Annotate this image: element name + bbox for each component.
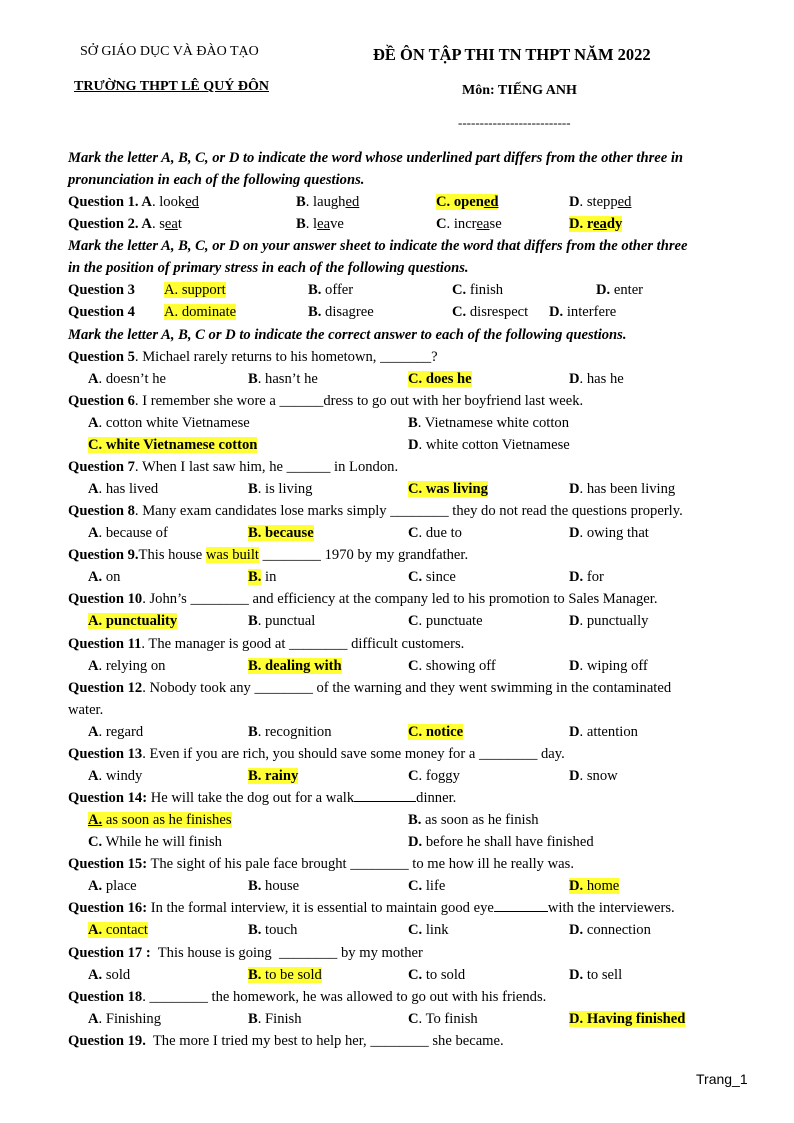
q5-option-b: B. hasn’t he [248,371,318,387]
q14-option-a: A. as soon as he finishes [88,812,232,828]
q5-option-a: A. doesn’t he [88,371,166,387]
question-10: Question 10. John’s ________ and efficiency at the company led to his promotion to Sales Manager. [68,591,658,607]
question-label: Question 1 [68,194,135,210]
q5-option-d: D. has he [569,371,624,387]
q15-option-d: D. home [569,878,620,894]
q8-option-b: B. because [248,525,314,541]
q1-option-b: B. laughed [296,194,360,210]
q8-option-c: C. due to [408,525,462,541]
q16-option-c: C. link [408,922,449,938]
q13-option-a: A. windy [88,768,143,784]
subject-line: Môn: TIẾNG ANH [462,83,577,98]
question-16: Question 16: In the formal interview, it is essential to maintain good eye with the interviewers. [68,900,675,916]
q10-option-d: D. punctually [569,613,649,629]
q7-option-b: B. is living [248,481,313,497]
department-name: SỞ GIÁO DỤC VÀ ĐÀO TẠO [80,44,259,59]
q17-option-c: C. to sold [408,967,466,983]
question-18: Question 18. ________ the homework, he was allowed to go out with his friends. [68,989,547,1005]
question-17: Question 17 : This house is going ________ by my mother [68,945,423,961]
q10-option-c: C. punctuate [408,613,483,629]
q16-option-a: A. contact [88,922,148,938]
q12-option-c: C. notice [408,724,464,740]
q4-option-c: C. disrespect [452,304,529,320]
q10-option-a: A. punctuality [88,613,178,629]
option-a-letter: . A [134,194,152,210]
q4-option-d: D. interfere [549,304,617,320]
q17-option-b: B. to be sold [248,967,322,983]
q2-option-b: B. leave [296,216,344,232]
q7-option-a: A. has lived [88,481,159,497]
q4-option-b: B. disagree [308,304,374,320]
q3-option-d: D. enter [596,282,644,298]
question-14: Question 14: He will take the dog out for a walk dinner. [68,790,457,806]
q4-option-a: A. dominate [164,304,237,320]
q6-option-a: A. cotton white Vietnamese [88,415,250,431]
q1-option-c: C. opened [436,194,499,210]
question-9: Question 9.This house was built ________ 1970 by my grandfather. [68,547,469,563]
q16-option-b: B. touch [248,922,298,938]
q9-option-a: A. on [88,569,121,585]
q8-option-a: A. because of [88,525,168,541]
question-13: Question 13. Even if you are rich, you should save some money for a ________ day. [68,746,565,762]
header-divider: -------------------------- [458,115,571,130]
q11-option-d: D. wiping off [569,658,648,674]
question-7: Question 7. When I last saw him, he ______ in London. [68,459,399,475]
instruction-pronunciation-cont: pronunciation in each of the following questions. [68,172,365,188]
question-5: Question 5. Michael rarely returns to his hometown, _______? [68,349,438,365]
instruction-pronunciation: Mark the letter A, B, C, or D to indicate the word whose underlined part differs from the other three in [68,150,684,166]
q2-option-d: D. ready [569,216,623,232]
q18-option-a: A. Finishing [88,1011,161,1027]
q9-option-c: C. since [408,569,456,585]
instruction-correct-answer: Mark the letter A, B, C or D to indicate the correct answer to each of the following questions. [68,327,627,343]
q10-option-b: B. punctual [248,613,316,629]
instruction-stress: Mark the letter A, B, C, or D on your answer sheet to indicate the word that differs from the other three [68,238,688,254]
q13-option-d: D. snow [569,768,618,784]
q7-option-c: C. was living [408,481,488,497]
q18-option-c: C. To finish [408,1011,478,1027]
q17-option-d: D. to sell [569,967,623,983]
option-a: looked [159,194,199,210]
exam-title: ĐỀ ÔN TẬP THI TN THPT NĂM 2022 [373,45,651,64]
question-8: Question 8. Many exam candidates lose marks simply ________ they do not read the questions properly. [68,503,683,519]
q11-option-a: A. relying on [88,658,166,674]
q18-option-d: D. Having finished [569,1011,686,1027]
page-number: Trang_1 [696,1071,748,1087]
q16-option-d: D. connection [569,922,651,938]
question-12: Question 12. Nobody took any ________ of the warning and they went swimming in the contaminated [68,680,672,696]
q15-option-b: B. house [248,878,300,894]
q11-option-b: B. dealing with [248,658,342,674]
q3-option-a: A. support [164,282,226,298]
q14-option-b: B. as soon as he finish [408,812,539,828]
q6-option-c: C. white Vietnamese cotton [88,437,258,453]
q12-option-a: A. regard [88,724,144,740]
q3-option-c: C. finish [452,282,504,298]
question-1: Question 1. A. looked [68,194,199,210]
question-4-label: Question 4 [68,304,135,320]
question-19: Question 19. The more I tried my best to help her, ________ she became. [68,1033,504,1049]
instruction-stress-cont: in the position of primary stress in each of the following questions. [68,260,469,276]
q12-option-b: B. recognition [248,724,332,740]
school-name: TRƯỜNG THPT LÊ QUÝ ĐÔN [74,79,269,94]
q6-option-b: B. Vietnamese white cotton [408,415,569,431]
question-3-label: Question 3 [68,282,135,298]
q7-option-d: D. has been living [569,481,676,497]
q15-option-c: C. life [408,878,446,894]
question-11: Question 11. The manager is good at ________ difficult customers. [68,636,465,652]
q15-option-a: A. place [88,878,137,894]
q13-option-c: C. foggy [408,768,460,784]
question-12-cont: water. [68,702,104,718]
q12-option-d: D. attention [569,724,638,740]
question-15: Question 15: The sight of his pale face brought ________ to me how ill he really was. [68,856,574,872]
q17-option-a: A. sold [88,967,131,983]
q9-option-b: B. in [248,569,277,585]
q18-option-b: B. Finish [248,1011,302,1027]
q14-option-c: C. While he will finish [88,834,222,850]
q13-option-b: B. rainy [248,768,299,784]
q1-option-d: D. stepped [569,194,632,210]
question-2: Question 2. A. seat [68,216,182,232]
q6-option-d: D. white cotton Vietnamese [408,437,570,453]
question-label: Question 2 [68,216,135,232]
q5-option-c: C. does he [408,371,472,387]
q3-option-b: B. offer [308,282,354,298]
question-6: Question 6. I remember she wore a ______dress to go out with her boyfriend last week. [68,393,584,409]
q14-option-d: D. before he shall have finished [408,834,594,850]
q8-option-d: D. owing that [569,525,649,541]
q9-option-d: D. for [569,569,604,585]
q2-option-c: C. increase [436,216,502,232]
q11-option-c: C. showing off [408,658,496,674]
